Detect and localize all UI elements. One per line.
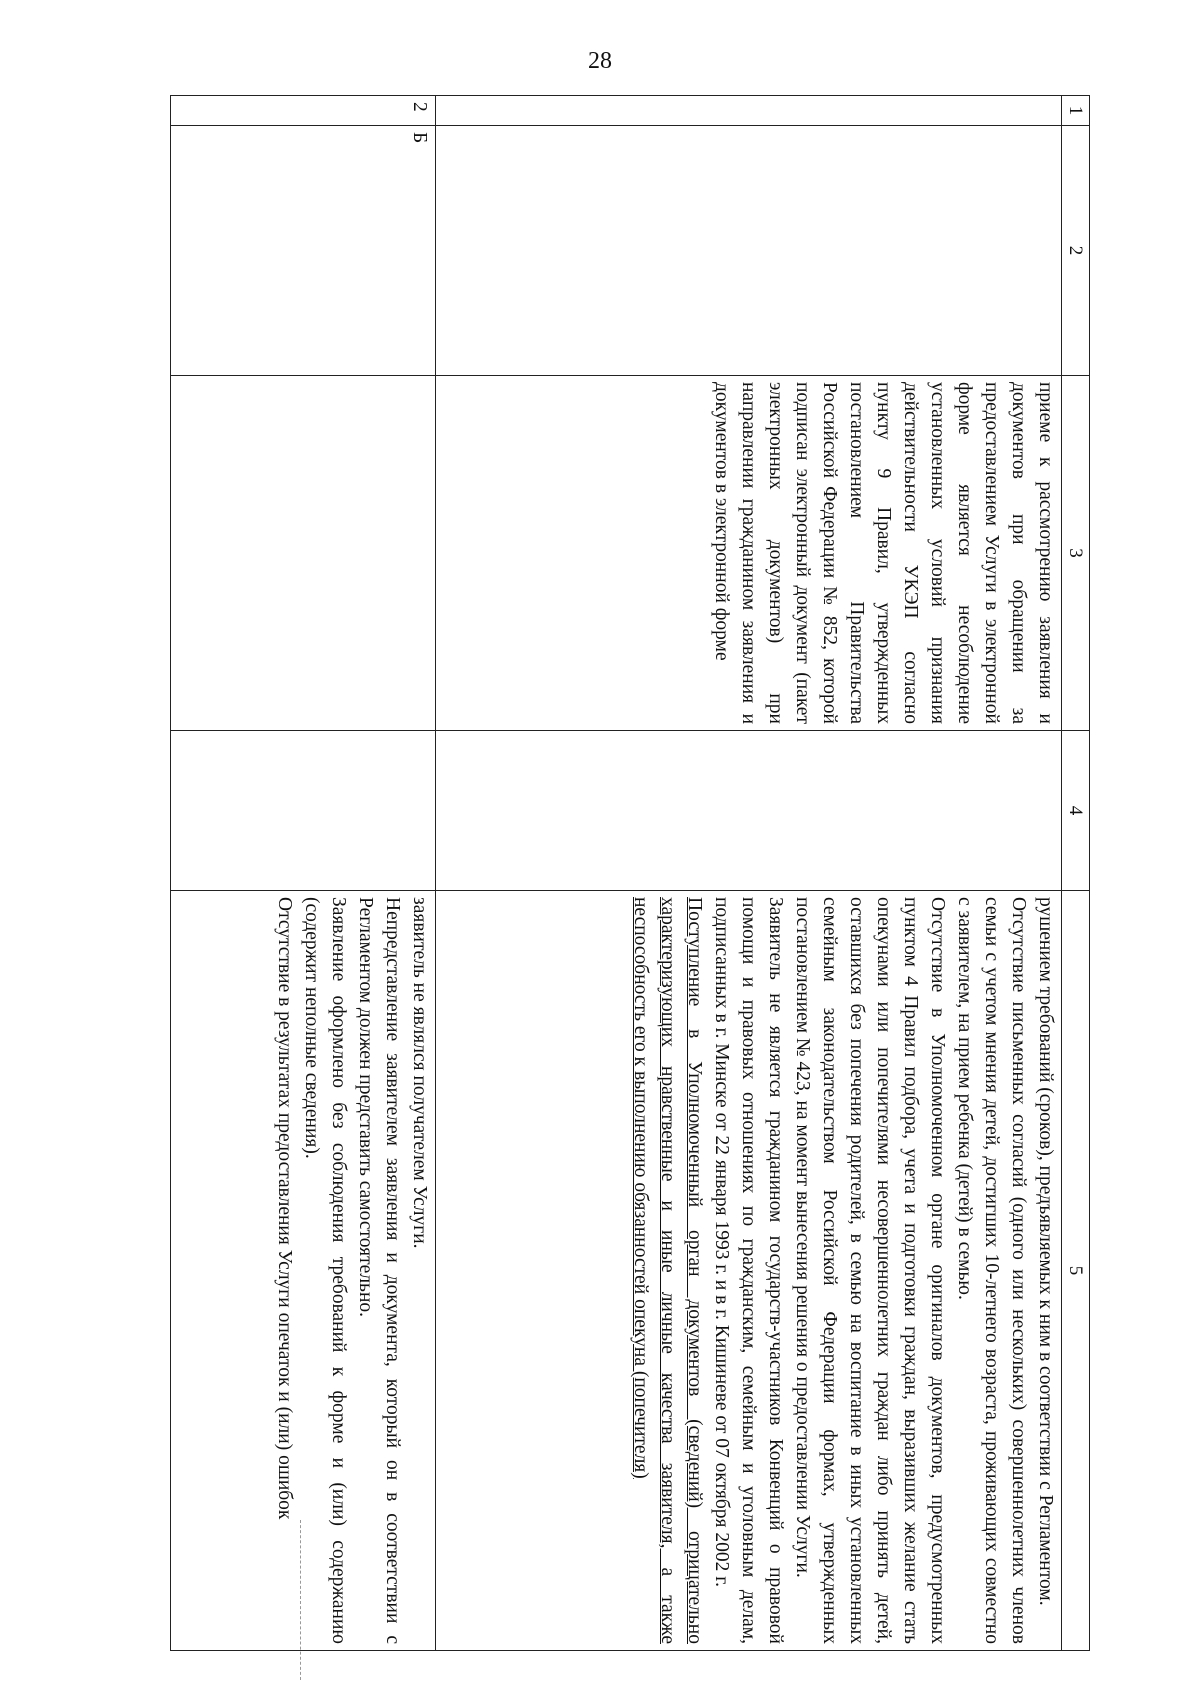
row1-col5-para: Отсутствие письменных согласий (одного или нескольких) совершеннолетних членов семьи с учетом мнения детей, достигших 10-летнего возраста, проживающих совместно с заявителем, на прием ребенка (детей) в семью. — [954, 897, 1029, 1644]
row1-col4 — [436, 731, 1062, 891]
row1-col5-para: Отсутствие в Уполномоченном органе оригиналов документов, предусмотренных пунктом 4 Правил подбора, учета и подготовки граждан, выразивших желание стать опекунами или попечителями несовершеннолетних граждан либо принять детей, оставшихся без попечения родителей, в семью на воспитание в иных установленных семейным законодательством Российской Федерации формах, утвержденных постановлением № 423, на момент вынесения решения о предоставлении Услуги. — [792, 897, 948, 1644]
row1-col5-para: Заявитель не является гражданином государств-участников Конвенций о правовой помощи и правовых отношениях по гражданским, семейным и уголовным делам, подписанных в г. Минске от 22 января 1993 г. и в г. Кишиневе от 07 октября 2002 г. — [711, 897, 786, 1644]
row1-col5 — [436, 891, 1062, 1651]
row1-col1 — [436, 96, 1062, 126]
row2-col5-para: Отсутствие в результатах предоставления Услуги опечаток и (или) ошибок — [274, 897, 295, 1520]
header-cell-4: 4 — [1062, 731, 1090, 891]
table-header-row — [1062, 96, 1090, 1651]
header-cell-3: 3 — [1062, 376, 1090, 731]
table-row — [171, 96, 436, 1651]
header-cell-1: 1 — [1062, 96, 1090, 126]
row1-col5-para: рушением требований (сроков), предъявляемых к ним в соответствии с Регламентом. — [1035, 897, 1056, 1606]
page-number: 28 — [588, 48, 612, 74]
regulation-table — [170, 95, 1090, 1651]
row2-col5-para: Непредставление заявителем заявления и документа, который он в соответствии с Регламентом должен представить самостоятельно. — [355, 897, 403, 1644]
scan-artifact-line — [300, 1520, 301, 1680]
row1-col2 — [436, 126, 1062, 376]
row1-col5-para: Поступление в Уполномоченный орган документов (сведений) отрицательно характеризующих нравственные и иные личные качества заявителя, а также неспособность его к выполнению обязанностей опекуна (попечителя) — [630, 897, 705, 1644]
header-cell-2: 2 — [1062, 126, 1090, 376]
table-row — [436, 96, 1062, 1651]
row2-col3 — [171, 376, 436, 731]
header-cell-5: 5 — [1062, 891, 1090, 1651]
row1-col3: приеме к рассмотрению заявления и документов при обращении за предоставлением Услуги в электронной форме является несоблюдение установленных условий признания действительности УКЭП согласно пункту 9 Правил, утвержденных постановлением Правительства Российской Федерации № 852, которой подписан электронный документ (пакет электронных документов) при направлении гражданином заявления и документов в электронной форме — [436, 376, 1062, 731]
row2-col5 — [171, 891, 436, 1651]
row2-col5-para: заявитель не являлся получателем Услуги. — [409, 897, 430, 1249]
row2-col4 — [171, 731, 436, 891]
row2-col1: 2 — [171, 96, 436, 126]
row2-col2: Б — [171, 126, 436, 376]
rotated-table-container — [170, 95, 1090, 1650]
row2-col5-para: Заявление оформлено без соблюдения требований к форме и (или) содержанию (содержит неполные сведения). — [301, 897, 349, 1644]
